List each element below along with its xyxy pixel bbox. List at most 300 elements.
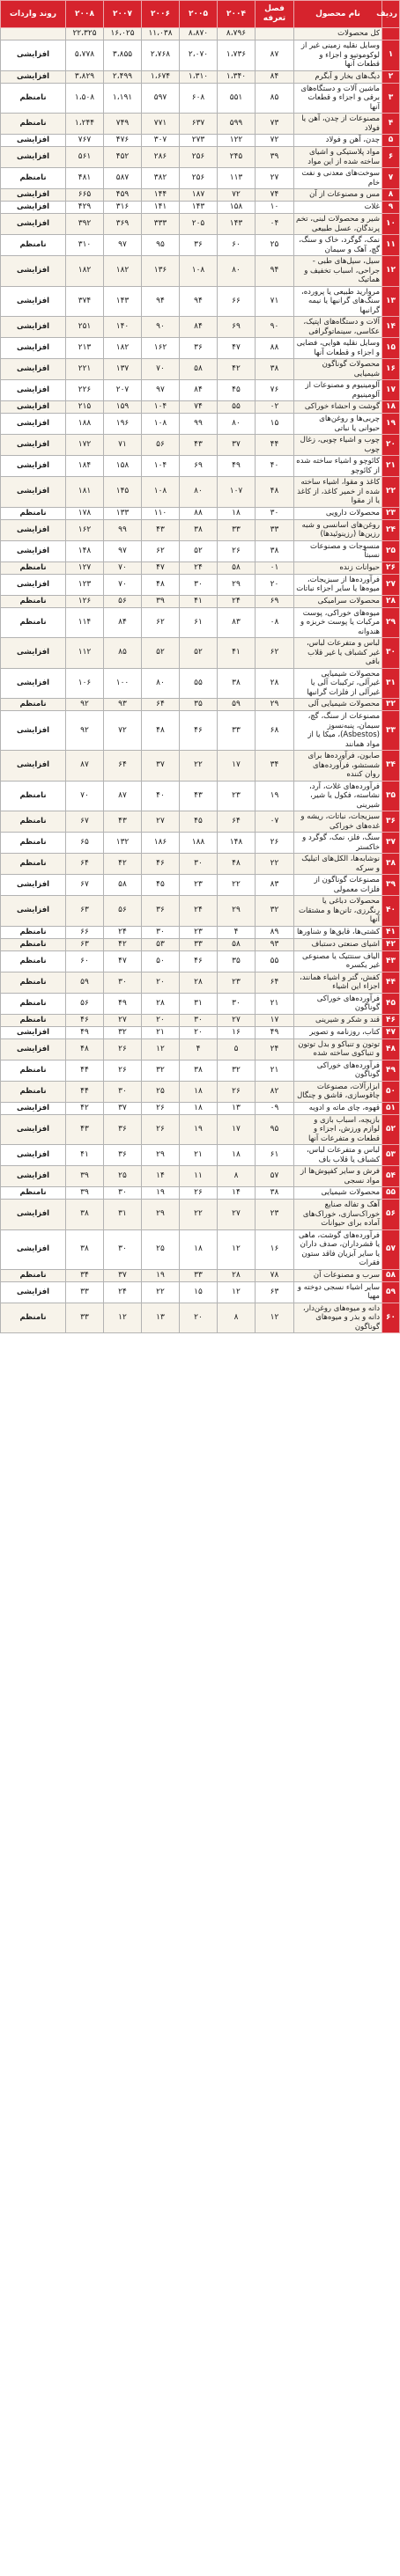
cell-tariff-chapter: ۲۹	[256, 699, 294, 711]
cell-2006: ۶۲	[142, 540, 180, 561]
cell-2005: ۲۵۶	[180, 147, 218, 168]
table-row	[1, 1081, 400, 1102]
cell-product-name: مصنوعات گوناگون از فلزات معمولی	[294, 875, 382, 896]
cell-2007: ۷۴۹	[104, 114, 142, 135]
cell-2006: ۱۴	[142, 1166, 180, 1187]
cell-row-number: ۲۹	[382, 607, 400, 638]
table-row	[1, 359, 400, 380]
cell-tariff-chapter: ۶۸	[256, 711, 294, 751]
cell-2007: ۹۷	[104, 235, 142, 256]
cell-2008: ۱۲۶	[66, 595, 104, 607]
cell-product-name: چربی‌ها و روغن‌های حیوانی یا نباتی	[294, 414, 382, 435]
cell-2006: ۷۰	[142, 359, 180, 380]
cell-2008: ۶۴	[66, 854, 104, 875]
cell-2007: ۴۵۲	[104, 147, 142, 168]
cell-2006: ۱۴۱	[142, 202, 180, 214]
cell-2007: ۳۰	[104, 972, 142, 993]
cell-2004: ۱۷	[218, 751, 256, 782]
cell-2005: ۲۱	[180, 1145, 218, 1166]
cell-trend: افزایشی	[1, 414, 66, 435]
cell-product-name: سبزیجات، نباتات، ریشه و غده‌های خوراکی	[294, 811, 382, 833]
cell-trend: نامنظم	[1, 595, 66, 607]
cell-2004: ۸،۷۹۶	[218, 28, 256, 40]
cell-2008: ۴۸۱	[66, 168, 104, 189]
cell-row-number: ۲۷	[382, 574, 400, 595]
cell-row-number: ۱۷	[382, 380, 400, 401]
cell-2004: ۲۶	[218, 1081, 256, 1102]
cell-2007: ۱۴۳	[104, 286, 142, 317]
cell-tariff-chapter: ۸۲	[256, 1081, 294, 1102]
cell-trend: نامنظم	[1, 168, 66, 189]
cell-trend: نامنظم	[1, 607, 66, 638]
cell-trend: افزایشی	[1, 1114, 66, 1145]
cell-2005: ۲،۰۷۰	[180, 40, 218, 71]
cell-tariff-chapter: ۷۳	[256, 114, 294, 135]
table-row	[1, 574, 400, 595]
cell-2005: ۱۴۳	[180, 202, 218, 214]
cell-2004: ۲۸	[218, 1269, 256, 1281]
cell-product-name: محصولات دباغی یا رنگرزی، تانن‌ها و مشتقات آنها	[294, 896, 382, 927]
cell-tariff-chapter: ۸۴	[256, 70, 294, 83]
table-row	[1, 1026, 400, 1038]
cell-2008: ۱۱۲	[66, 638, 104, 669]
cell-2004: ۵۵	[218, 401, 256, 414]
cell-row-number: ۵۰	[382, 1081, 400, 1102]
cell-trend: نامنظم	[1, 1081, 66, 1102]
cell-2007: ۳۰	[104, 1187, 142, 1200]
cell-2006: ۲۶	[142, 1102, 180, 1114]
cell-trend: نامنظم	[1, 1060, 66, 1081]
table-row	[1, 1200, 400, 1230]
cell-2007: ۴۷	[104, 950, 142, 972]
cell-tariff-chapter: ۱۹	[256, 781, 294, 811]
cell-tariff-chapter: ۲۴	[256, 1038, 294, 1060]
table-row	[1, 751, 400, 782]
cell-2006: ۳۳۳	[142, 214, 180, 235]
cell-2006: ۹۷	[142, 380, 180, 401]
table-row	[1, 972, 400, 993]
cell-row-number: ۱۹	[382, 414, 400, 435]
cell-2004: ۳۳	[218, 711, 256, 751]
cell-row-number: ۶۰	[382, 1303, 400, 1333]
header-product-name: نام محصول	[294, 1, 382, 28]
cell-2004: ۴۸	[218, 854, 256, 875]
cell-row-number: ۴۵	[382, 993, 400, 1014]
header-tariff-chapter: فصل تعرفه	[256, 1, 294, 28]
table-row	[1, 875, 400, 896]
cell-2005: ۲۲	[180, 1200, 218, 1230]
cell-2007: ۲۷	[104, 1014, 142, 1026]
cell-2007: ۴۲	[104, 938, 142, 950]
cell-2006: ۴۰	[142, 781, 180, 811]
cell-trend: نامنظم	[1, 561, 66, 574]
cell-trend: افزایشی	[1, 456, 66, 477]
cell-2007: ۳۰	[104, 1081, 142, 1102]
cell-2005: ۱۵	[180, 1281, 218, 1303]
table-row	[1, 668, 400, 699]
cell-2008: ۳۹۲	[66, 214, 104, 235]
cell-trend: افزایشی	[1, 202, 66, 214]
table-row	[1, 1060, 400, 1081]
cell-tariff-chapter: ۸۵	[256, 83, 294, 114]
cell-tariff-chapter: ۸۹	[256, 926, 294, 938]
cell-2006: ۶۴	[142, 699, 180, 711]
cell-2008: ۱۴۸	[66, 540, 104, 561]
cell-tariff-chapter: ۸۳	[256, 875, 294, 896]
cell-2004: ۶۴	[218, 811, 256, 833]
cell-trend: افزایشی	[1, 1229, 66, 1269]
cell-2006: ۱۸۶	[142, 833, 180, 854]
cell-2008: ۶۳	[66, 896, 104, 927]
table-body	[1, 28, 400, 1333]
table-row	[1, 781, 400, 811]
cell-trend: افزایشی	[1, 1166, 66, 1187]
cell-row-number: ۲۳	[382, 507, 400, 519]
cell-trend: نامنظم	[1, 993, 66, 1014]
table-row	[1, 699, 400, 711]
cell-tariff-chapter: ۷۲	[256, 135, 294, 147]
cell-2005: ۳۸	[180, 1060, 218, 1081]
cell-tariff-chapter: ۹۴	[256, 256, 294, 287]
cell-2004: ۴۱	[218, 638, 256, 669]
cell-row-number: ۲۵	[382, 540, 400, 561]
cell-2007: ۴۵۹	[104, 189, 142, 202]
cell-product-name: سوخت‌های معدنی و نفت خام	[294, 168, 382, 189]
cell-product-name: شیر و محصولات لبنی، تخم پرندگان، عسل طبیعی	[294, 214, 382, 235]
cell-trend: نامنظم	[1, 972, 66, 993]
cell-2005: ۳۸	[180, 519, 218, 540]
cell-2006: ۲۸	[142, 993, 180, 1014]
cell-row-number: ۲۲	[382, 477, 400, 508]
cell-2006: ۶۲	[142, 607, 180, 638]
cell-trend: افزایشی	[1, 668, 66, 699]
cell-2004: ۵	[218, 1038, 256, 1060]
cell-2004: ۱۸	[218, 1145, 256, 1166]
cell-2004: ۵۵۱	[218, 83, 256, 114]
cell-2007: ۱۳۷	[104, 359, 142, 380]
cell-2006: ۵۰	[142, 950, 180, 972]
cell-2007: ۱۵۸	[104, 456, 142, 477]
cell-tariff-chapter: ۸۷	[256, 40, 294, 71]
table-row	[1, 607, 400, 638]
cell-2008: ۹۲	[66, 699, 104, 711]
cell-tariff-chapter: ۳۸	[256, 540, 294, 561]
cell-product-name: غلات	[294, 202, 382, 214]
cell-row-number: ۱۸	[382, 401, 400, 414]
cell-2005: ۵۸	[180, 359, 218, 380]
cell-row-number: ۲۱	[382, 456, 400, 477]
cell-2007: ۷۰	[104, 574, 142, 595]
cell-2005: ۳۰	[180, 574, 218, 595]
cell-row-number: ۱۵	[382, 338, 400, 359]
cell-2008: ۱،۲۴۴	[66, 114, 104, 135]
cell-row-number: ۵	[382, 135, 400, 147]
cell-product-name: کاغذ و مقوا، اشیاء ساخته شده از خمیر کاغذ، از کاغذ یا از مقوا	[294, 477, 382, 508]
cell-tariff-chapter: ۰۸	[256, 607, 294, 638]
cell-2008: ۱۱۴	[66, 607, 104, 638]
cell-product-name: مصنوعات از چدن، آهن یا فولاد	[294, 114, 382, 135]
cell-2005: ۳۳	[180, 1269, 218, 1281]
cell-2004: ۲۷	[218, 1014, 256, 1026]
cell-trend: نامنظم	[1, 235, 66, 256]
cell-2006: ۵۳	[142, 938, 180, 950]
cell-row-number: ۵۹	[382, 1281, 400, 1303]
cell-2008: ۴۶	[66, 1014, 104, 1026]
cell-2006: ۲۱	[142, 1026, 180, 1038]
cell-trend: افزایشی	[1, 338, 66, 359]
cell-2007: ۵۶	[104, 595, 142, 607]
cell-row-number: ۶	[382, 147, 400, 168]
cell-2006: ۱۰۸	[142, 414, 180, 435]
cell-2007: ۱۳۲	[104, 833, 142, 854]
table-row	[1, 1187, 400, 1200]
cell-2008: ۱۸۱	[66, 477, 104, 508]
cell-2008: ۱۷۲	[66, 435, 104, 456]
header-import-trend: روند واردات	[1, 1, 66, 28]
cell-2006: ۵۶	[142, 435, 180, 456]
cell-2008: ۲۲۱	[66, 359, 104, 380]
cell-2007: ۹۳	[104, 699, 142, 711]
cell-2006: ۲۷	[142, 811, 180, 833]
cell-2005: ۹۹	[180, 414, 218, 435]
cell-tariff-chapter: ۹۰	[256, 317, 294, 338]
cell-trend: نامنظم	[1, 507, 66, 519]
cell-2005: ۵۲	[180, 638, 218, 669]
cell-row-number: ۵۴	[382, 1166, 400, 1187]
cell-tariff-chapter: ۰۷	[256, 811, 294, 833]
cell-row-number: ۱۴	[382, 317, 400, 338]
cell-2007: ۷۲	[104, 711, 142, 751]
cell-product-name: محصولات شیمیایی آلی	[294, 699, 382, 711]
cell-product-name: چوب و اشیاء چوبی، زغال چوب	[294, 435, 382, 456]
cell-2007: ۳۶	[104, 1145, 142, 1166]
cell-2007: ۸۴	[104, 607, 142, 638]
cell-row-number: ۵۲	[382, 1114, 400, 1145]
table-row	[1, 1166, 400, 1187]
cell-tariff-chapter: ۴۹	[256, 1026, 294, 1038]
cell-row-number: ۳۰	[382, 638, 400, 669]
cell-2005: ۴	[180, 1038, 218, 1060]
cell-2007: ۱،۱۹۱	[104, 83, 142, 114]
cell-product-name: فرآورده‌های غلات، آرد، نشاسته، فکول یا شیر، شیرینی	[294, 781, 382, 811]
cell-2005: ۸۴	[180, 380, 218, 401]
cell-product-name: فرآورده‌های گوشت، ماهی یا قشرداران، صدف داران یا سایر آبزیان فاقد ستون فقرات	[294, 1229, 382, 1269]
cell-row-number: ۱۱	[382, 235, 400, 256]
cell-2008: ۳،۸۲۹	[66, 70, 104, 83]
table-row	[1, 147, 400, 168]
cell-2008: ۵۶	[66, 993, 104, 1014]
cell-2006: ۴۸	[142, 711, 180, 751]
cell-2007: ۵۸۷	[104, 168, 142, 189]
cell-row-number: ۵۷	[382, 1229, 400, 1269]
cell-2006: ۲۵	[142, 1081, 180, 1102]
cell-tariff-chapter: ۲۵	[256, 235, 294, 256]
cell-2005: ۶۹	[180, 456, 218, 477]
cell-product-name: محصولات شیمیایی	[294, 1187, 382, 1200]
cell-2004: ۱۴	[218, 1187, 256, 1200]
cell-tariff-chapter: ۲۱	[256, 1060, 294, 1081]
table-row	[1, 1145, 400, 1166]
cell-2007: ۳۱۶	[104, 202, 142, 214]
table-row	[1, 950, 400, 972]
cell-2006: ۲،۷۶۸	[142, 40, 180, 71]
cell-product-name: توتون و تنباکو و بدل توتون و تنباکوی ساخته شده	[294, 1038, 382, 1060]
cell-tariff-chapter: ۴۰	[256, 456, 294, 477]
cell-2008: ۲۲،۳۲۵	[66, 28, 104, 40]
cell-tariff-chapter: ۱۰	[256, 202, 294, 214]
cell-row-number: ۳۶	[382, 811, 400, 833]
cell-2008: ۶۳	[66, 938, 104, 950]
cell-tariff-chapter: ۳۸	[256, 1187, 294, 1200]
cell-trend: نامنظم	[1, 926, 66, 938]
cell-2005: ۵۲	[180, 540, 218, 561]
table-row	[1, 811, 400, 833]
cell-row-number: ۳۷	[382, 833, 400, 854]
cell-trend: نامنظم	[1, 950, 66, 972]
cell-row-number: ۱۳	[382, 286, 400, 317]
cell-product-name: نوشابه‌ها، الکل‌های اتیلیک و سرکه	[294, 854, 382, 875]
cell-tariff-chapter: ۳۴	[256, 751, 294, 782]
cell-2007: ۱۹۶	[104, 414, 142, 435]
table-row	[1, 235, 400, 256]
cell-2007: ۲۵	[104, 1166, 142, 1187]
cell-product-name: محصولات شیمیایی غیرآلی، ترکیبات آلی یا غیرآلی از فلزات گرانبها	[294, 668, 382, 699]
cell-2008: ۲۱۵	[66, 401, 104, 414]
cell-2007: ۳۶۹	[104, 214, 142, 235]
cell-2008: ۲۵۱	[66, 317, 104, 338]
cell-2006: ۱۹	[142, 1187, 180, 1200]
cell-2005: ۷۴	[180, 401, 218, 414]
cell-product-name: مس و مصنوعات از آن	[294, 189, 382, 202]
cell-trend: نامنظم	[1, 1187, 66, 1200]
cell-row-number: ۲۶	[382, 561, 400, 574]
cell-2005: ۲۷۳	[180, 135, 218, 147]
header-year-2006: ۲۰۰۶	[142, 1, 180, 28]
cell-tariff-chapter: ۵۷	[256, 1166, 294, 1187]
cell-2004: ۱۲۲	[218, 135, 256, 147]
table-row	[1, 507, 400, 519]
cell-2004: ۲۲	[218, 875, 256, 896]
cell-trend: افزایشی	[1, 1281, 66, 1303]
cell-2006: ۹۴	[142, 286, 180, 317]
cell-trend: افزایشی	[1, 435, 66, 456]
table-row	[1, 83, 400, 114]
cell-2006: ۲۲	[142, 1281, 180, 1303]
cell-product-name: فرآورده‌ها از سبزیجات، میوه‌ها یا سایر اجزاء نباتات	[294, 574, 382, 595]
cell-row-number: ۴۴	[382, 972, 400, 993]
cell-2007: ۲،۴۹۹	[104, 70, 142, 83]
cell-2004: ۲۷	[218, 1200, 256, 1230]
table-row	[1, 477, 400, 508]
cell-2004: ۸۳	[218, 607, 256, 638]
table-row	[1, 561, 400, 574]
cell-trend: نامنظم	[1, 833, 66, 854]
cell-product-name: سیل، سیل‌های طبی - جراحی، اسباب تخفیف و هماتیک	[294, 256, 382, 287]
cell-tariff-chapter: ۰۱	[256, 561, 294, 574]
cell-2005: ۲۳	[180, 875, 218, 896]
cell-2006: ۱۳	[142, 1303, 180, 1333]
cell-2008: ۶۷	[66, 875, 104, 896]
cell-product-name: لباس و متفرعات لباس، غیر کشباف یا غیر قلاب بافی	[294, 638, 382, 669]
cell-2004: ۵۸	[218, 561, 256, 574]
cell-tariff-chapter: ۲۶	[256, 833, 294, 854]
cell-trend: افزایشی	[1, 359, 66, 380]
cell-2007: ۲۴	[104, 1281, 142, 1303]
cell-tariff-chapter: ۶۳	[256, 1281, 294, 1303]
cell-2008: ۳۸	[66, 1200, 104, 1230]
cell-product-name: کشتی‌ها، قایق‌ها و شناورها	[294, 926, 382, 938]
cell-2007: ۷۱	[104, 435, 142, 456]
cell-2008: ۶۶۵	[66, 189, 104, 202]
cell-product-name: بازیچه، اسباب بازی و لوازم ورزش، اجزاء و قطعات و متفرعات آنها	[294, 1114, 382, 1145]
cell-product-name: روغن‌های اسانسی و شبه رزین‌ها (رزینوئیدها)	[294, 519, 382, 540]
cell-2005: ۱۸	[180, 1081, 218, 1102]
cell-row-number: ۱۰	[382, 214, 400, 235]
cell-2008: ۱۲۳	[66, 574, 104, 595]
cell-2006: ۳۸۲	[142, 168, 180, 189]
cell-row-number: ۳۳	[382, 711, 400, 751]
cell-2005: ۸،۸۷۰	[180, 28, 218, 40]
cell-tariff-chapter: ۸۸	[256, 338, 294, 359]
cell-product-name: حیوانات زنده	[294, 561, 382, 574]
table-header	[1, 1, 400, 28]
cell-2007: ۲۴	[104, 926, 142, 938]
cell-2007: ۱۸۲	[104, 338, 142, 359]
cell-2008: ۲۲۶	[66, 380, 104, 401]
table-row	[1, 1281, 400, 1303]
cell-2004: ۴۲	[218, 359, 256, 380]
cell-2004: ۴۹	[218, 456, 256, 477]
table-row	[1, 114, 400, 135]
cell-2006: ۷۷۱	[142, 114, 180, 135]
cell-row-number: ۸	[382, 189, 400, 202]
cell-2004: ۴۷	[218, 338, 256, 359]
table-row	[1, 286, 400, 317]
cell-row-number: ۲	[382, 70, 400, 83]
cell-product-name: الیاف سنتتیک یا مصنوعی غیر یکسره	[294, 950, 382, 972]
cell-2004: ۲۹	[218, 574, 256, 595]
cell-product-name: محصولات گوناگون شیمیایی	[294, 359, 382, 380]
cell-trend: نامنظم	[1, 699, 66, 711]
cell-2006: ۱۲	[142, 1038, 180, 1060]
table-row	[1, 1269, 400, 1281]
cell-2008: ۳۹	[66, 1187, 104, 1200]
table-row	[1, 135, 400, 147]
cell-2008: ۶۰	[66, 950, 104, 972]
cell-2007: ۴۲	[104, 854, 142, 875]
cell-tariff-chapter: ۲۰	[256, 574, 294, 595]
cell-trend: نامنظم	[1, 811, 66, 833]
cell-2008: ۱۸۸	[66, 414, 104, 435]
cell-row-number: ۳۴	[382, 751, 400, 782]
cell-2004: ۱۳	[218, 1102, 256, 1114]
cell-tariff-chapter: ۲۸	[256, 668, 294, 699]
table-row	[1, 214, 400, 235]
cell-2004: ۳۷	[218, 435, 256, 456]
cell-2005: ۴۶	[180, 950, 218, 972]
cell-2006: ۳۰	[142, 926, 180, 938]
cell-trend: افزایشی	[1, 380, 66, 401]
cell-2008: ۹۲	[66, 711, 104, 751]
cell-2006: ۳۷	[142, 751, 180, 782]
cell-2004: ۱،۳۴۰	[218, 70, 256, 83]
table-row	[1, 638, 400, 669]
cell-product-name: آلات و دستگاه‌های اپتیک، عکاسی، سینماتوگرافی	[294, 317, 382, 338]
cell-2005: ۲۴	[180, 896, 218, 927]
cell-2005: ۱۸	[180, 1229, 218, 1269]
cell-row-number: ۴۹	[382, 1060, 400, 1081]
cell-product-name: منسوجات و مصنوعات نسبتاً	[294, 540, 382, 561]
